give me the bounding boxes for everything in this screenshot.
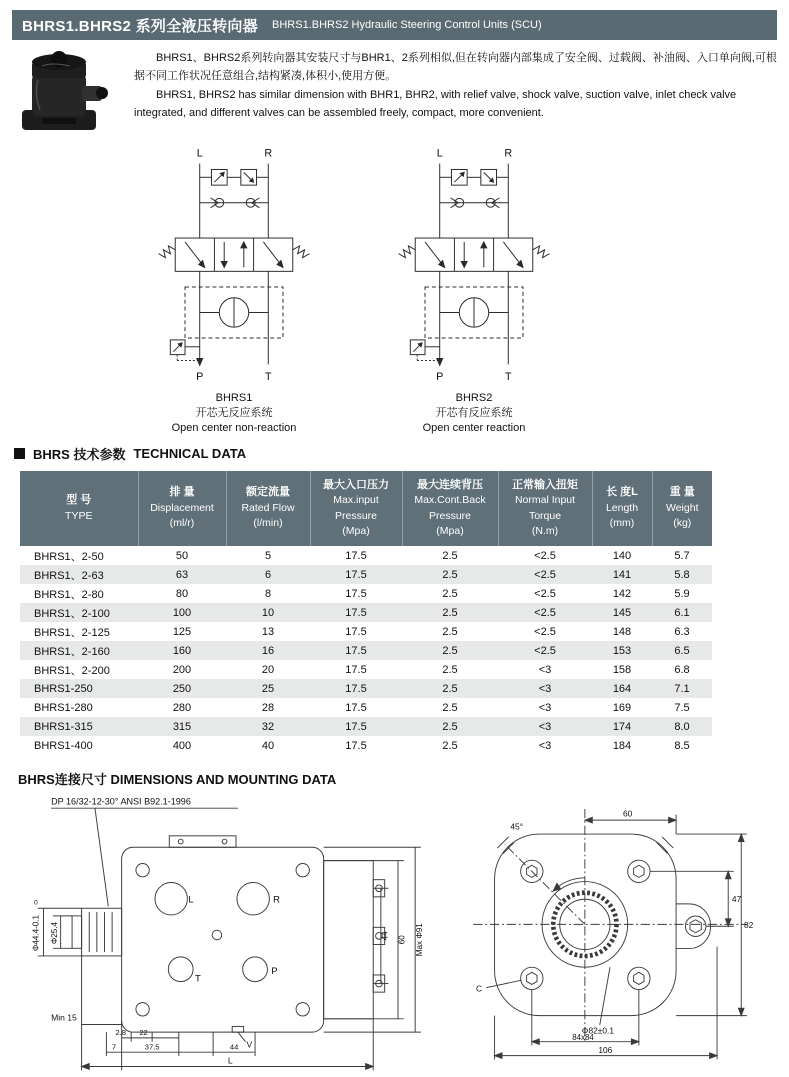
value-cell: <3 [538,663,552,676]
intro-paragraph-cn: BHRS1、BHRS2系列转向器其安装尺寸与BHR1、2系列相似,但在转向器内部集成了安全阀、过载阀、补油阀、入口单向阀,可根据不同工作状况任意组合,结构紧凑,体积小,使用方便。 [134,52,777,82]
intro-text [134,46,777,138]
bhrs1-caption-cn: 开芯无反应系统 [195,406,273,419]
value-cell: 20 [261,663,275,676]
column-header: 长 度L Length (mm) [592,471,652,547]
page-title-en: BHRS1.BHRS2 Hydraulic Steering Control Units (SCU) [272,19,542,31]
type-cell: BHRS1、2-63 [34,569,104,582]
value-cell: 6.8 [674,663,690,676]
value-cell: 63 [175,568,189,581]
value-cell: 17.5 [345,568,367,581]
value-cell: 5.8 [674,568,690,581]
value-cell: 7.1 [674,682,690,695]
value-cell: 280 [172,701,192,714]
dim-7: 7 [111,1042,117,1052]
value-cell: 100 [172,606,192,619]
value-cell: <3 [538,720,552,733]
value-cell: 141 [612,568,632,581]
bhrs2-caption-cn: 开芯有反应系统 [435,406,513,419]
product-photo [12,46,124,138]
value-cell: 2.5 [442,625,458,638]
value-cell: <2.5 [534,644,556,657]
value-cell: 17.5 [345,625,367,638]
value-cell: 169 [612,701,632,714]
port-l-label: L [196,147,203,160]
dim-47: 47 [731,894,742,905]
table-row [20,679,712,698]
value-cell: <2.5 [534,625,556,638]
hydraulic-schematics [140,144,777,436]
dim-60-right: 60 [397,935,407,945]
value-cell: <2.5 [534,549,556,562]
side-view-geometry [38,808,421,1070]
value-cell: 17.5 [345,663,367,676]
dim-44-right: 44 [380,931,390,941]
tolerance-zero: 0 [33,899,38,907]
value-cell: 2.5 [442,663,458,676]
dim-2-8: 2.8 [115,1028,126,1038]
type-cell: BHRS1、2-50 [34,550,104,563]
table-row [20,698,712,717]
value-cell: 184 [612,739,632,752]
dim-106: 106 [598,1044,613,1055]
value-cell: 40 [261,739,275,752]
value-cell: <2.5 [534,587,556,600]
value-cell: 17.5 [345,644,367,657]
technical-data-table [20,471,712,756]
table-row [20,622,712,641]
value-cell: 174 [612,720,632,733]
dimensions-heading-en: DIMENSIONS AND MOUNTING DATA [110,772,337,788]
value-cell: 17.5 [345,682,367,695]
value-cell: <3 [538,701,552,714]
bhrs1-name: BHRS1 [215,392,253,404]
bhrs1-schematic [140,144,328,389]
intro-section [12,46,777,138]
column-header: 正常输入扭矩 Normal Input Torque (N.m) [498,471,592,547]
value-cell: 8.5 [674,739,690,752]
port-t-label: T [264,371,272,384]
value-cell: <3 [538,739,552,752]
value-cell: 2.5 [442,682,458,695]
value-cell: <2.5 [534,568,556,581]
value-cell: 400 [172,739,192,752]
value-cell: 250 [172,682,192,695]
page-title-cn: BHRS1.BHRS2 系列全液压转向器 [22,17,259,35]
value-cell: 8.0 [674,720,690,733]
bhrs1-caption [140,391,328,436]
value-cell: 32 [261,720,275,733]
technical-data-heading [14,444,777,463]
dim-45deg: 45° [510,821,524,832]
dimensions-heading [18,769,777,788]
value-cell: 145 [612,606,632,619]
type-cell: BHRS1、2-100 [34,607,110,620]
value-cell: 164 [612,682,632,695]
column-header: 最大连续背压 Max.Cont.Back Pressure (Mpa) [402,471,498,547]
type-cell: BHRS1-400 [34,739,93,752]
dim-60-top: 60 [623,808,633,819]
value-cell: 2.5 [442,701,458,714]
value-cell: 140 [612,549,632,562]
port-t-label: T [195,973,201,985]
value-cell: 6.1 [674,606,690,619]
value-cell: 2.5 [442,644,458,657]
dim-37-5: 37.5 [144,1042,160,1052]
value-cell: 2.5 [442,720,458,733]
value-cell: 25 [261,682,275,695]
value-cell: 6 [264,568,272,581]
table-row [20,565,712,584]
min15-label: Min 15 [51,1012,77,1023]
port-r-label: R [273,894,281,906]
value-cell: 5 [264,549,272,562]
dim-max-d91: Max Φ91 [414,923,424,957]
dim-22: 22 [139,1028,148,1038]
value-cell: 50 [175,549,189,562]
type-cell: BHRS1、2-125 [34,626,110,639]
side-view-labels [32,797,424,1066]
value-cell: 17.5 [345,549,367,562]
column-header: 排 量 Displacement (ml/r) [138,471,226,547]
hydraulic-schematic [140,144,328,384]
value-cell: 7.5 [674,701,690,714]
value-cell: 13 [261,625,275,638]
technical-data-body [20,546,712,755]
technical-data-heading-cn: BHRS 技术参数 [33,446,126,462]
type-cell: BHRS1-280 [34,701,93,714]
value-cell: 10 [261,606,275,619]
square-bullet-icon [14,448,25,459]
pilot-diameter: Φ25.4 [49,922,59,945]
table-row [20,717,712,736]
column-header: 额定流量 Rated Flow (l/min) [226,471,310,547]
value-cell: 17.5 [345,587,367,600]
mounting-view-geometry [473,809,747,1059]
value-cell: 80 [175,587,189,600]
bhrs1-figure [140,144,328,436]
dimensions-heading-cn: BHRS连接尺寸 [18,772,107,788]
dim-44-bottom: 44 [229,1042,239,1052]
bhrs2-figure [380,144,568,436]
side-view-drawing [26,792,446,1076]
table-row [20,603,712,622]
value-cell: 17.5 [345,720,367,733]
product-photo-art [12,46,124,138]
value-cell: 2.5 [442,606,458,619]
page-header [12,10,777,40]
table-row [20,660,712,679]
mounting-view-drawing [462,792,758,1067]
value-cell: <2.5 [534,606,556,619]
value-cell: 158 [612,663,632,676]
hydraulic-schematic [380,144,568,384]
intro-paragraph-en: BHRS1, BHRS2 has similar dimension with BHR1, BHR2, with relief valve, shock valve, suction valve, inlet check valve integrated, and different valves can be assembled freely, compact, more convenient. [134,89,737,119]
type-cell: BHRS1-315 [34,720,93,733]
port-r-label: R [504,147,513,160]
value-cell: 8 [264,587,272,600]
value-cell: 17.5 [345,739,367,752]
value-cell: 28 [261,701,275,714]
dim-82: 82 [744,920,754,931]
bhrs2-name: BHRS2 [455,392,493,404]
port-p-label: P [436,371,444,384]
port-p-label: P [196,371,204,384]
value-cell: 5.9 [674,587,690,600]
bhrs2-caption [380,391,568,436]
dim-overall-length: L [227,1055,233,1066]
value-cell: 17.5 [345,606,367,619]
table-row [20,584,712,603]
port-r-label: R [264,147,273,160]
dia-82-label: Φ82±0.1 [581,1025,614,1036]
value-cell: 142 [612,587,632,600]
shaft-diameter: Φ44.4-0.1 [31,915,41,952]
table-row [20,736,712,755]
value-cell: 16 [261,644,275,657]
port-l-label: L [436,147,443,160]
value-cell: 2.5 [442,587,458,600]
column-header: 重 量 Weight (kg) [652,471,712,547]
value-cell: 17.5 [345,701,367,714]
dim-84x84: 84x84 [572,1032,594,1042]
value-cell: 315 [172,720,192,733]
bhrs1-caption-en: Open center non-reaction [171,421,297,434]
type-cell: BHRS1、2-80 [34,588,104,601]
column-header: 最大入口压力 Max.input Pressure (Mpa) [310,471,402,547]
column-header: 型 号 TYPE [20,471,138,547]
spline-note: DP 16/32-12-30° ANSI B92.1-1996 [51,796,191,807]
value-cell: 160 [172,644,192,657]
type-cell: BHRS1-250 [34,682,93,695]
value-cell: 2.5 [442,739,458,752]
bhrs2-schematic [380,144,568,389]
value-cell: 6.3 [674,625,690,638]
value-cell: 2.5 [442,549,458,562]
value-cell: 153 [612,644,632,657]
v-port-label: V [246,1039,253,1050]
value-cell: 148 [612,625,632,638]
type-cell: BHRS1、2-200 [34,664,110,677]
table-row [20,546,712,565]
port-t-label: T [504,371,512,384]
dimension-drawings [26,792,777,1076]
value-cell: 125 [172,625,192,638]
technical-data-heading-en: TECHNICAL DATA [133,445,247,461]
type-cell: BHRS1、2-160 [34,645,110,658]
c-label: C [475,983,483,994]
port-l-label: L [188,894,194,906]
value-cell: <3 [538,682,552,695]
technical-data-head-row [20,471,712,547]
port-p-label: P [271,966,278,978]
value-cell: 6.5 [674,644,690,657]
table-row [20,641,712,660]
value-cell: 5.7 [674,549,690,562]
value-cell: 2.5 [442,568,458,581]
bhrs2-caption-en: Open center reaction [422,421,526,434]
value-cell: 200 [172,663,192,676]
